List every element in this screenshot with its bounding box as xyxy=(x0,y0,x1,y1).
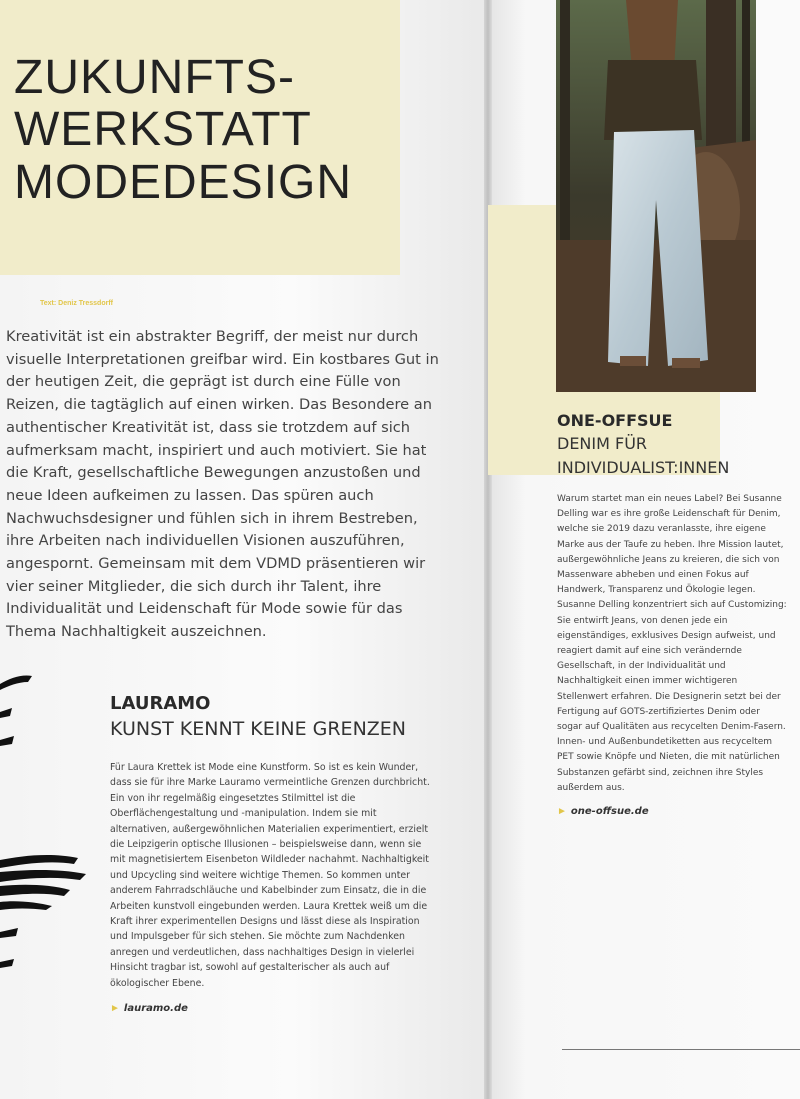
title-line-1: ZUKUNFTS- xyxy=(14,51,295,104)
lauramo-website-link[interactable]: lauramo.de xyxy=(123,1003,188,1015)
bottom-rule xyxy=(562,1049,800,1050)
arrow-right-icon: ► xyxy=(110,1003,120,1015)
title-line-2: WERKSTATT xyxy=(14,103,312,156)
model-photo xyxy=(556,0,756,392)
article-lauramo xyxy=(110,692,432,1014)
article-lauramo-link-row xyxy=(110,1003,432,1014)
article-oneoffsue-name: ONE-OFFSUE xyxy=(557,411,673,430)
article-oneoffsue-subtitle-2: INDIVIDUALIST:INNEN xyxy=(557,458,730,477)
title-line-3: MODEDESIGN xyxy=(14,156,353,209)
title-block xyxy=(0,0,400,275)
page-gutter xyxy=(484,0,492,1099)
article-lauramo-body: Für Laura Krettek ist Mode eine Kunstform. So ist es kein Wunder, dass sie für ihre Marke Lauramo vermeintliche Grenzen durchbricht. Ein von ihr regelmäßig eingesetztes Stilmittel ist die Oberflächengestaltung und -manipulation. Indem sie mit alternativen, außergewöhnlichen Materialien experimentiert, erzielt die Leipzigerin optische Illusionen – beispielsweise dann, wenn sie mit magnetisiertem Eisenbeton Wildleder nachahmt. Nachhaltigkeit und Upcycling sind weitere wichtige Themen. So kommen unter anderem Fahrradschläuche und Kabelbinder zum Einsatz, die in die Arbeiten kunstvoll eingebunden werden. Laura Krettek weiß um die Kraft ihrer experimentellen Designs und lässt diese als Inspiration und Impulsgeber für sich stehen. Sie möchte zum Nachdenken anregen und verdeutlichen, dass nachhaltiges Design in vielerlei Hinsicht tragbar ist, sowohl auf gestalterischer als auch auf ökologischer Ebene. xyxy=(110,762,430,989)
byline: Text: Deniz Tressdorff xyxy=(40,300,113,307)
brush-stroke-decoration xyxy=(0,670,95,980)
article-oneoffsue-link-row xyxy=(557,806,787,817)
intro-paragraph: Kreativität ist ein abstrakter Begriff, der meist nur durch visuelle Interpretationen greifbar wird. Ein kostbares Gut in der heutigen Zeit, die geprägt ist durch eine Fülle von Reizen, die tagtäglich auf einen wirken. Das Besondere an authentischer Kreativität ist, dass sie trotzdem auf sich aufmerksam macht, inspiriert und auch motiviert. Sie hat die Kraft, gesellschaftliche Bewegungen anzustoßen und neue Ideen aufkeimen zu lassen. Das spüren auch Nachwuchsdesigner und fühlen sich in ihrem Bestreben, ihre Arbeiten nach individuellen Visionen auszuführen, angespornt. Gemeinsam mit dem VDMD präsentieren wir vier seiner Mitglieder, die sich durch ihr Talent, ihre Individualität und Leidenschaft für Mode sowie für das Thema Nachhaltigkeit auszeichnen. xyxy=(6,328,439,641)
article-oneoffsue-subtitle-1: DENIM FÜR xyxy=(557,434,648,453)
article-oneoffsue xyxy=(557,410,787,817)
article-lauramo-subtitle: KUNST KENNT KEINE GRENZEN xyxy=(110,718,407,740)
article-lauramo-name: LAURAMO xyxy=(110,693,211,714)
arrow-right-icon: ► xyxy=(557,806,567,818)
oneoffsue-website-link[interactable]: one-offsue.de xyxy=(570,806,649,818)
article-oneoffsue-body: Warum startet man ein neues Label? Bei Susanne Delling war es ihre große Leidenschaft für Denim, welche sie 2019 dazu veranlasste, ihre eigene Marke aus der Taufe zu heben. Ihre Mission lautet, außergewöhnliche Jeans zu kreieren, die sich von Massenware abheben und einen Fokus auf Handwerk, Transparenz und Ökologie legen. Susanne Delling konzentriert sich auf Customizing: Sie entwirft Jeans, von denen jede ein eigenständiges, exklusives Design aufweist, und reagiert damit auf eine sich verändernde Gesellschaft, in der Individualität und Nachhaltigkeit einen immer wichtigeren Stellenwert erfahren. Die Designerin setzt bei der Fertigung auf GOTS-zertifiziertes Denim oder sogar auf Qualitäten aus recycelten Denim-Fasern. Innen- und Außenbundetiketten aus recyceltem PET sowie Knöpfe und Nieten, die mit natürlichen Substanzen gefärbt sind, zeichnen ihre Styles außerdem aus. xyxy=(557,494,787,793)
